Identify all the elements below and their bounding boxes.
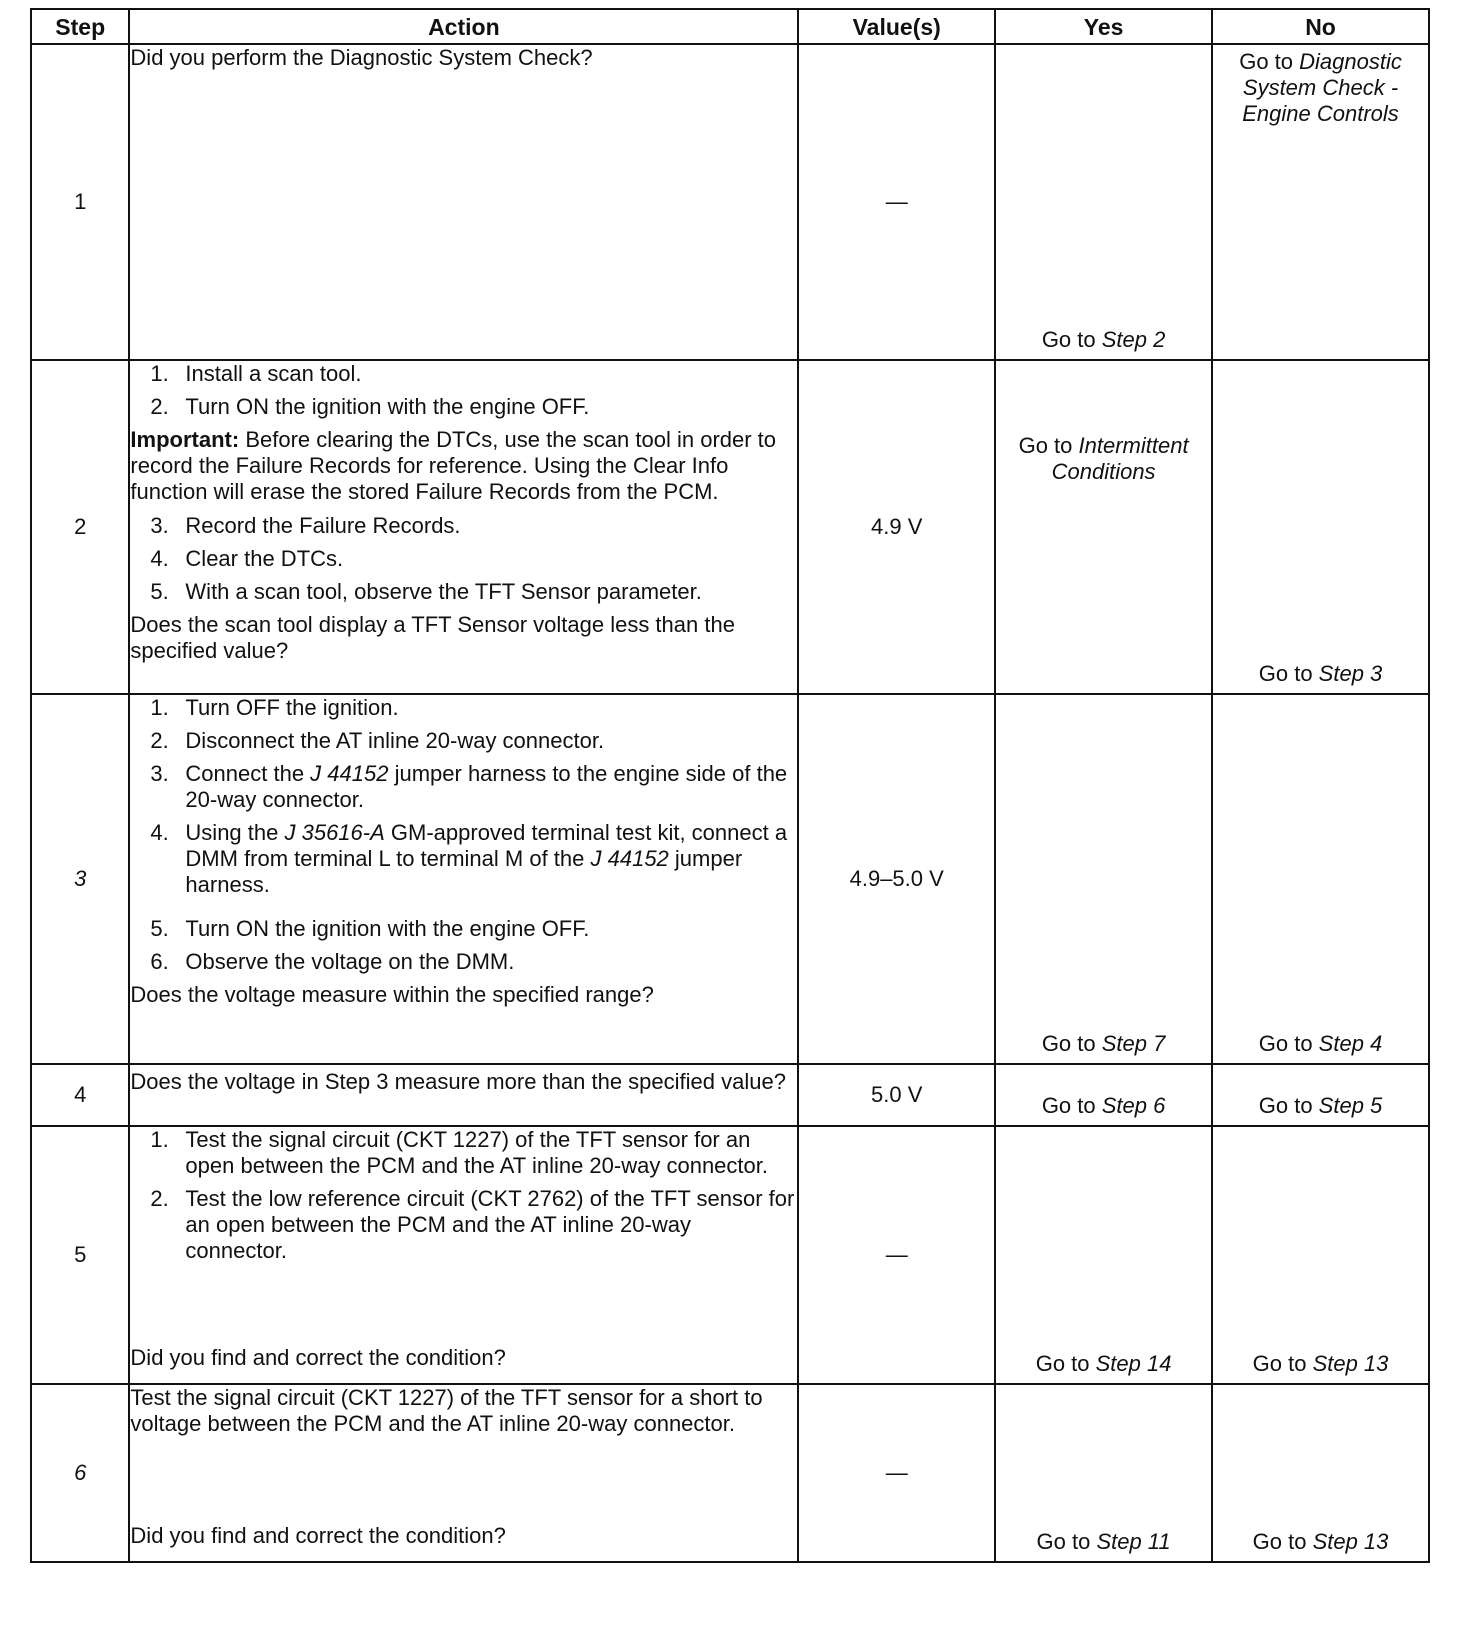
action-cell [129,44,798,360]
value-cell: 4.9–5.0 V [798,694,995,1064]
header-no: No [1212,9,1429,44]
no-link[interactable]: Go to Step 13 [1252,1351,1389,1376]
value-cell: — [798,44,995,360]
step-number: 6 [31,1384,129,1562]
yes-link[interactable]: Go to Step 6 [1041,1093,1166,1118]
list-item: 1. Test the signal circuit (CKT 1227) of the TFT sensor for an open between the PCM and the AT inline 20-way connector. [150,1127,768,1178]
action-list [130,361,797,420]
action-question: Did you perform the Diagnostic System Check? [130,45,593,70]
action-cell [129,1384,798,1562]
action-question: Did you find and correct the condition? [130,1345,506,1370]
action-list [130,695,797,975]
step-number: 1 [31,44,129,360]
diagnostic-table [30,8,1430,1563]
no-link[interactable]: Go to Step 5 [1258,1093,1383,1118]
list-item: 2. Turn ON the ignition with the engine OFF. [150,394,590,419]
yes-link[interactable]: Go to Step 2 [1041,327,1166,352]
step-row-6 [31,1384,1429,1562]
action-cell [129,694,798,1064]
yes-cell [995,1384,1212,1562]
list-item: 5. Turn ON the ignition with the engine OFF. [150,916,590,941]
step-number: 4 [31,1064,129,1126]
no-cell [1212,1064,1429,1126]
list-item: 2. Disconnect the AT inline 20-way connector. [150,728,605,753]
header-action: Action [129,9,798,44]
header-step: Step [31,9,129,44]
action-question: Did you find and correct the condition? [130,1523,506,1548]
step-row-1 [31,44,1429,360]
header-row [31,9,1429,44]
action-question: Does the scan tool display a TFT Sensor voltage less than the specified value? [130,612,735,663]
list-item: 2. Test the low reference circuit (CKT 2762) of the TFT sensor for an open between the PCM and the AT inline 20-way connector. [150,1186,795,1263]
list-item: 4. Clear the DTCs. [150,546,344,571]
list-item: 5. With a scan tool, observe the TFT Sensor parameter. [150,579,702,604]
step-row-3 [31,694,1429,1064]
header-values: Value(s) [798,9,995,44]
action-question: Does the voltage measure within the specified range? [130,982,654,1007]
no-cell [1212,1126,1429,1384]
no-link[interactable]: Go to Step 3 [1258,661,1383,686]
action-list [130,1127,797,1264]
action-cell [129,1064,798,1126]
value-cell: — [798,1384,995,1562]
step-number: 3 [31,694,129,1064]
action-question: Does the voltage in Step 3 measure more than the specified value? [130,1069,786,1094]
step-number: 2 [31,360,129,694]
list-item: 4. Using the J 35616-A GM-approved terminal test kit, connect a DMM from terminal L to terminal M of the J 44152 jumper harness. [150,820,788,897]
no-cell [1212,1384,1429,1562]
no-link[interactable]: Go to Step 4 [1258,1031,1383,1056]
yes-cell [995,44,1212,360]
list-item: 3. Record the Failure Records. [150,513,461,538]
value-cell: 5.0 V [798,1064,995,1126]
yes-link[interactable]: Go to Step 7 [1041,1031,1166,1056]
no-link[interactable]: Go to Diagnostic System Check - Engine Controls [1239,49,1402,126]
step-row-5 [31,1126,1429,1384]
no-cell [1212,360,1429,694]
list-item: 6. Observe the voltage on the DMM. [150,949,515,974]
yes-cell [995,1126,1212,1384]
step-number: 5 [31,1126,129,1384]
action-cell [129,1126,798,1384]
yes-link[interactable]: Go to Step 11 [1036,1529,1171,1554]
value-cell: — [798,1126,995,1384]
yes-link[interactable]: Go to Step 14 [1035,1351,1172,1376]
action-cell [129,360,798,694]
step-row-2 [31,360,1429,694]
list-item: 3. Connect the J 44152 jumper harness to the engine side of the 20-way connector. [150,761,788,812]
list-item: 1. Install a scan tool. [150,361,362,386]
value-cell: 4.9 V [798,360,995,694]
action-list [130,513,797,605]
yes-cell [995,694,1212,1064]
yes-cell [995,1064,1212,1126]
action-text: Test the signal circuit (CKT 1227) of the TFT sensor for a short to voltage between the PCM and the AT inline 20-way connector. [130,1385,763,1436]
no-cell [1212,44,1429,360]
header-yes: Yes [995,9,1212,44]
no-cell [1212,694,1429,1064]
no-link[interactable]: Go to Step 13 [1252,1529,1389,1554]
yes-link[interactable]: Go to Intermittent Conditions [1018,433,1189,484]
list-item: 1. Turn OFF the ignition. [150,695,399,720]
important-note: Important: Before clearing the DTCs, use the scan tool in order to record the Failure Records for reference. Using the Clear Info function will erase the stored Failure Records from the PCM. [130,427,777,504]
step-row-4 [31,1064,1429,1126]
yes-cell [995,360,1212,694]
